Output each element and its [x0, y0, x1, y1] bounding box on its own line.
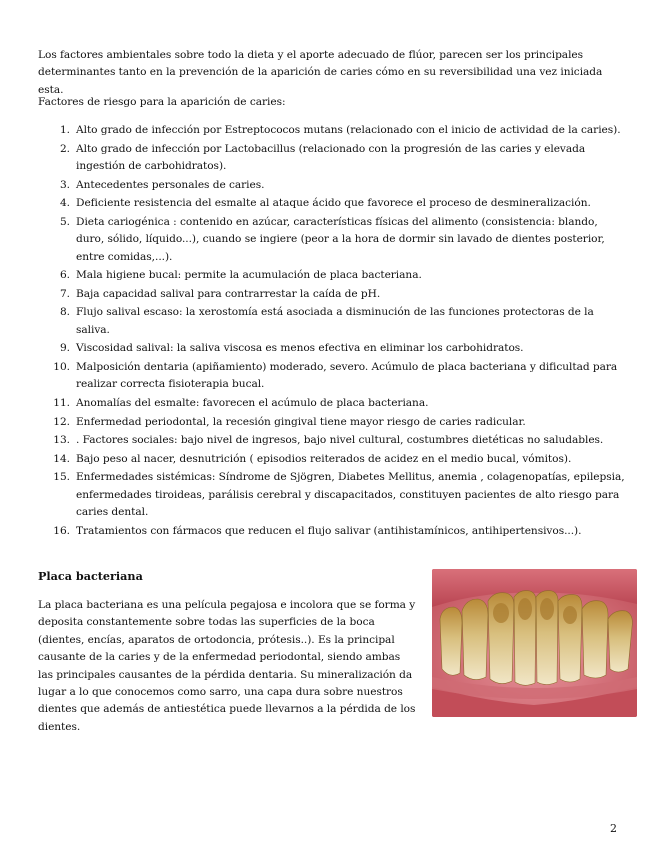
risk-factors-list — [38, 122, 628, 541]
risk-factor-number: 9. — [59, 342, 70, 355]
risk-factor-text: Enfermedad periodontal, la recesión gingival tiene mayor riesgo de caries radicular. — [76, 415, 526, 428]
risk-factor-number: 2. — [59, 142, 70, 155]
risk-factor-number: 10. — [53, 360, 70, 373]
risk-factor-item — [38, 267, 628, 284]
risk-factor-item — [38, 304, 628, 339]
risk-factor-item — [38, 195, 628, 212]
risk-factor-text: Malposición dentaria (apiñamiento) moderado, severo. Acúmulo de placa bacteriana y dificultad para realizar correcta fisioterapia bucal. — [76, 360, 618, 391]
risk-factor-text: Bajo peso al nacer, desnutrición ( episodios reiterados de acidez en el medio bucal, vómitos). — [76, 452, 572, 465]
risk-factor-item — [38, 141, 628, 176]
risk-factor-item — [38, 395, 628, 412]
risk-factor-number: 4. — [59, 197, 70, 210]
risk-factor-text: Enfermedades sistémicas: Síndrome de Sjögren, Diabetes Mellitus, anemia , colagenopatías, epilepsia, enfermedades tiroideas, parálisis cerebral y discapacitados, constituyen pacientes de alto riesgo para caries dental. — [76, 471, 625, 519]
risk-factor-number: 16. — [53, 524, 70, 537]
risk-factor-number: 7. — [59, 287, 70, 300]
risk-factor-number: 8. — [59, 306, 70, 319]
risk-factor-item — [38, 523, 628, 540]
risk-factor-item — [38, 122, 628, 139]
risk-factor-number: 12. — [53, 415, 70, 428]
risk-factor-text: Dieta cariogénica : contenido en azúcar, características físicas del alimento (consistencia: blando, duro, sólido, líquido...), cuando se ingiere (peor a la hora de dormir sin lavado de dientes posterior, entre comidas,...). — [76, 215, 605, 263]
risk-factor-text: Alto grado de infección por Estreptococos mutans (relacionado con el inicio de actividad de la caries). — [76, 124, 621, 136]
teeth-with-tartar-image — [432, 569, 637, 717]
risk-factor-text: Mala higiene bucal: permite la acumulación de placa bacteriana. — [76, 269, 422, 282]
risk-factor-number: 11. — [53, 396, 70, 409]
risk-factor-text: . Factores sociales: bajo nivel de ingresos, bajo nivel cultural, costumbres dietéticas no saludables. — [76, 434, 604, 447]
placa-paragraph: La placa bacteriana es una película pegajosa e incolora que se forma y deposita constantemente sobre todas las superficies de la boca (dientes, encías, aparatos de ortodoncia, prótesis..). Es la principal causante de la caries y de la enfermedad periodontal, siendo ambas las principales causantes de la pérdida dentaria. Su mineralización da lugar a lo que conocemos como sarro, una capa dura sobre nuestros dientes que además de antiestética puede llevarnos a la pérdida de los dientes. — [38, 599, 416, 733]
risk-factor-number: 6. — [59, 269, 70, 282]
risk-factor-number: 5. — [59, 215, 70, 228]
risk-factor-text: Flujo salival escaso: la xerostomía está asociada a disminución de las funciones protectoras de la saliva. — [76, 306, 594, 336]
risk-factor-text: Baja capacidad salival para contrarrestar la caída de pH. — [76, 287, 381, 300]
risk-factor-text: Deficiente resistencia del esmalte al ataque ácido que favorece el proceso de desmineralización. — [76, 197, 591, 210]
dental-plaque-photo — [432, 569, 637, 717]
risk-factor-item — [38, 469, 628, 521]
risk-factor-text: Tratamientos con fármacos que reducen el flujo salivar (antihistamínicos, antihipertensivos...). — [76, 524, 582, 537]
risk-factor-item — [38, 451, 628, 468]
risk-factor-text: Viscosidad salival: la saliva viscosa es menos efectiva en eliminar los carbohidratos. — [76, 342, 524, 355]
risk-factor-number: 15. — [53, 471, 70, 484]
risk-factor-item — [38, 177, 628, 194]
risk-factor-number: 1. — [59, 124, 70, 136]
risk-factor-item — [38, 432, 628, 449]
risk-factor-item — [38, 414, 628, 431]
risk-factor-number: 3. — [59, 178, 70, 191]
section-title-placa: Placa bacteriana — [38, 569, 143, 583]
intro-paragraph: Los factores ambientales sobre todo la dieta y el aporte adecuado de flúor, parecen ser los principales determinantes tanto en la prevención de la aparición de caries cómo en su reversibilidad una vez iniciada esta. — [38, 49, 603, 96]
risk-factor-text: Alto grado de infección por Lactobacillus (relacionado con la progresión de las caries y elevada ingestión de carbohidratos). — [76, 142, 586, 172]
risk-factor-text: Antecedentes personales de caries. — [76, 178, 265, 191]
page-number: 2 — [610, 822, 617, 835]
risk-factor-item — [38, 286, 628, 303]
risk-factor-number: 13. — [53, 434, 70, 447]
risk-factors-heading: Factores de riesgo para la aparición de caries: — [38, 96, 286, 108]
risk-factor-item — [38, 214, 628, 266]
risk-factor-item — [38, 359, 628, 394]
risk-factor-number: 14. — [53, 452, 70, 465]
risk-factor-item — [38, 340, 628, 357]
risk-factor-text: Anomalías del esmalte: favorecen el acúmulo de placa bacteriana. — [76, 396, 429, 409]
